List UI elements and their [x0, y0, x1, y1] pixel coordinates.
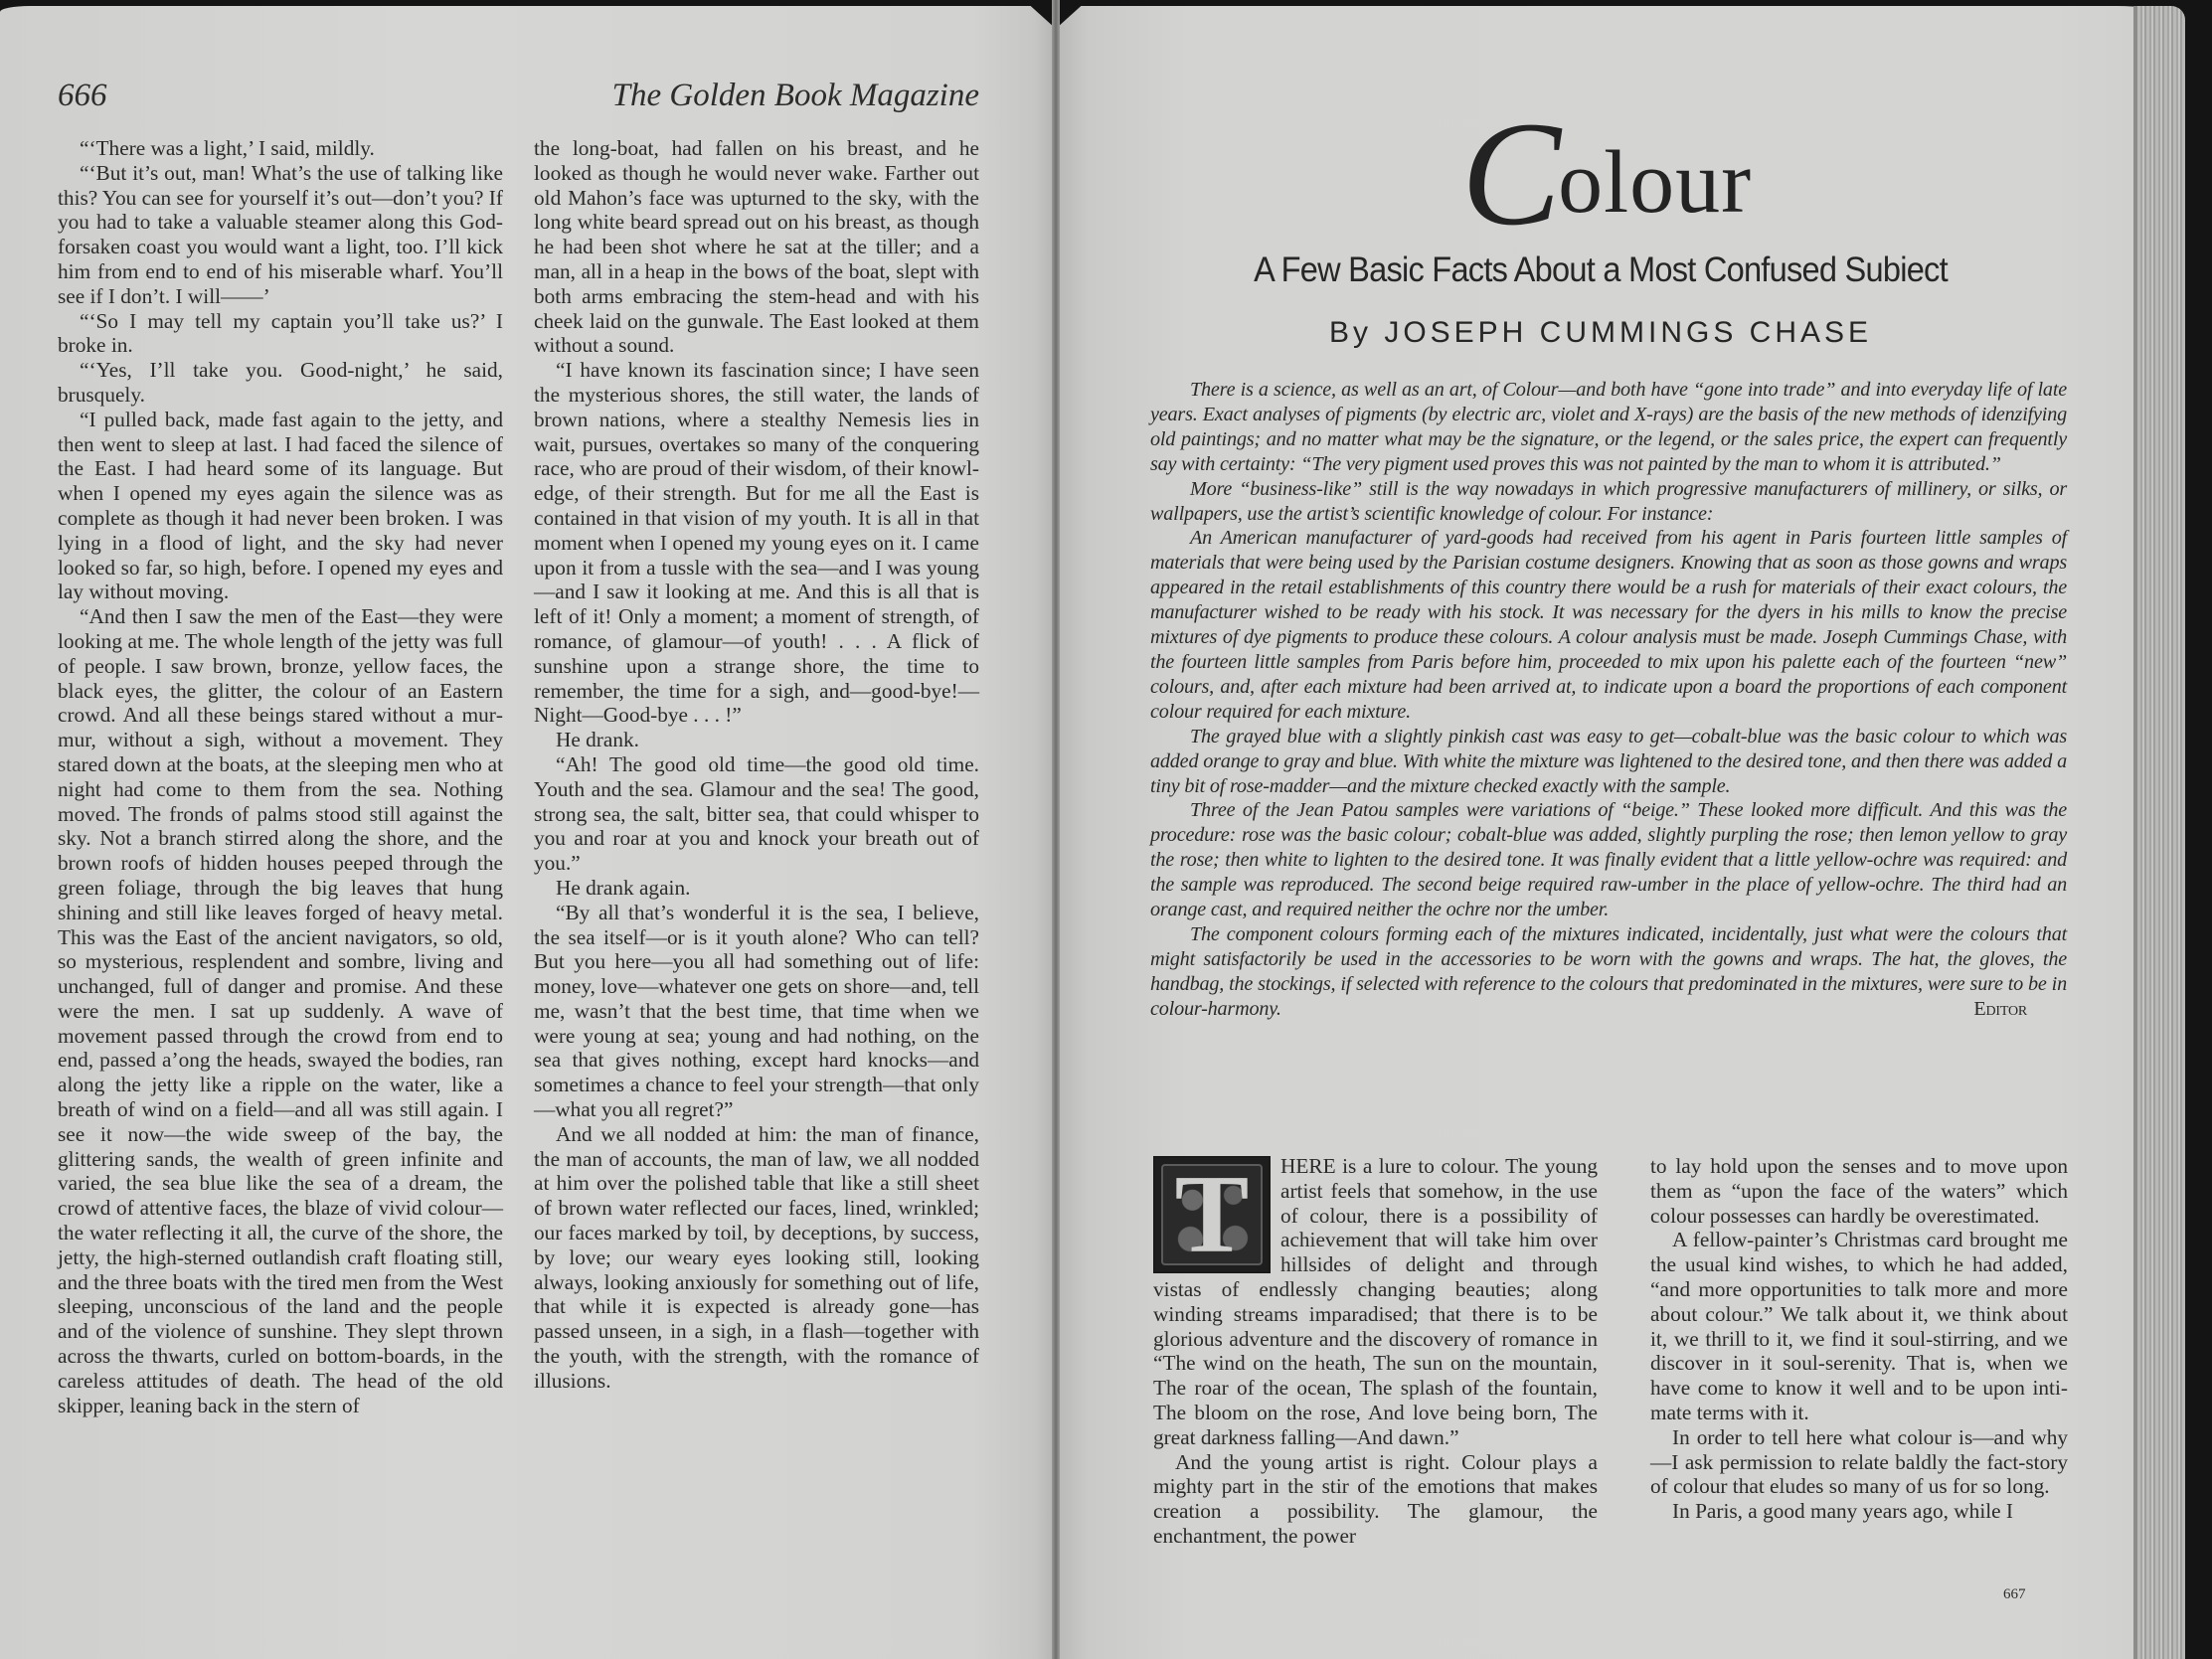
book-gutter [1052, 0, 1060, 1659]
page-stack [2137, 6, 2185, 1659]
paragraph: In order to tell here what colour is—and why—I ask permission to relate baldly the fact-story of colour that eludes so many of us for so long. [1650, 1424, 2068, 1499]
paragraph: “‘There was a light,’ I said, mildly. [80, 136, 375, 160]
intro-paragraph: The grayed blue with a slightly pinkish cast was easy to get—cobalt-blue was the basic colour to which was added orange to gray and blue. With white the mixture was lightened to the desired tone, and then there was added a tiny bit of rose-madder—and the mixture checked exactly with the sample. [1150, 725, 2067, 797]
title-rest: olour [1558, 133, 1753, 232]
left-column-2 [534, 136, 979, 1394]
intro-paragraph: An American manufacturer of yard-goods had received from his agent in Paris fourteen little samples of materials that were being used by the Parisian costume designers. Knowing that as soon as those gowns and wraps appeared in the retail establishments of this country there would be a rush for materials of their exact colours, the manufacturer wished to be ready with his stock. It was necessary for the dyers in his mills to know the precise mixtures of dye pigments to produce these colours. A colour analysis must be made. Joseph Cummings Chase, with the fourteen little samples from Paris before him, proceeded to mix upon his palette each of the fourteen “new” colours, and, after each mixture had been arrived at, to indicate upon a board the proportions of each component colour required for each mixture. [1150, 527, 2067, 723]
paragraph: “And then I saw the men of the East—they were looking at me. The whole length of the jetty was full of people. I saw brown, bronze, yellow faces, the black eyes, the glitter, the colour of an Eastern crowd. And all these beings stared without a murmur, without a sigh, without a movement. They stared down at the boats, at the sleeping men who at night had come to them from the sea. Nothing moved. The fronds of palms stood still against the sky. Not a branch stirred along the shore, and the brown roofs of hidden houses peeped through the green foliage, through the big leaves that hung shining and still like leaves forged of heavy metal. This was the East of the ancient navigators, so old, so mysterious, resplendent and sombre, living and unchanged, full of danger and promise. And these were the men. I sat up suddenly. A wave of movement passed through the crowd from end to end, passed a’ong the heads, swayed the bodies, ran along the jetty like a ripple on the water, like a breath of wind on a field—and all was still again. I see it now—the wide sweep of the bay, the glittering sands, the wealth of green infinite and varied, the sea blue like the sea of a dream, the crowd of attentive faces, the blaze of vivid colour—the water reflecting it all, the curve of the shore, the jetty, the high-sterned outlandish craft floating still, and the three boats with the tired men from the West sleeping, unconscious of the land and the people and of the violence of sunshine. They slept thrown across the thwarts, curled on bottom-boards, in the careless attitudes of death. The head of the old skipper, leaning back in the stern of [58, 604, 503, 1417]
right-column-2 [1650, 1154, 2068, 1524]
intro-paragraph-text: The component colours forming each of the mixtures indicated, incidentally, just what were the colours that might satisfactorily be used in the accessories to be worn with the gowns and wraps. The hat, the gloves, the handbag, the stockings, if selected with reference to the colours that predominated in the mixtures, were sure to be in colour-harmony. [1150, 922, 2067, 1020]
page-number-right: 667 [2003, 1586, 2026, 1602]
intro-paragraph: There is a science, as well as an art, of Colour—and both have “gone into trade” and into everyday life of late years. Exact analyses of pigments (by electric arc, violet and X-rays) are the basis of the new methods of idenzifying old paintings; and no matter what may be the signature, or the legend, or the sales price, the expert can frequently say with certainty: “The very pigment used proves this was not painted by the man to whom it is attributed.” [1150, 379, 2067, 475]
paragraph: In Paris, a good many years ago, while I [1672, 1499, 2014, 1524]
byline: By JOSEPH CUMMINGS CHASE [1328, 316, 1873, 349]
editor-introduction [1150, 378, 2067, 1022]
paragraph: A fellow-painter’s Christmas card brought me the usual kind wishes, to which he had added, “and more opportunities to talk more and more about colour.” We talk about it, we think about it, we thrill to it, we find it soul-stirring, and we discover in it soul-serenity. That is, when we have come to know it well and to be upon intimate terms with it. [1650, 1228, 2068, 1424]
right-column-1 [1153, 1154, 1598, 1549]
paragraph: “By all that’s wonderful it is the sea, I believe, the sea itself—or is it youth alone? Who can tell? But you here—you all had something out of life: money, love—whatever one gets on shore—and, tell me, wasn’t that the best time, that time when we were young at sea; young and had nothing, on the sea that gives nothing, except hard knocks—and sometimes a chance to feel your strength—that only—what you all regret?” [534, 900, 979, 1122]
paragraph: “‘But it’s out, man! What’s the use of talking like this? You can see for yourself it’s out—don’t you? If you had to take a valuable steamer along this God-forsaken coast you would want a light, too. I’ll kick him from end to end of his miserable wharf. You’ll see if I don’t. I will——’ [58, 160, 503, 308]
paragraph: “I pulled back, made fast again to the jetty, and then went to sleep at last. I had faced the silence of the East. I had heard some of its language. But when I opened my eyes again the silence was as complete as though it had never been broken. I was lying in a flood of light, and the sky had never looked so far, so high, before. I opened my eyes and lay without moving. [58, 407, 503, 604]
editor-signature: Editor [1973, 997, 2027, 1020]
left-column-1 [58, 136, 503, 1417]
paragraph: “I have known its fascination since; I have seen the mysterious shores, the still water, the lands of brown nations, where a stealthy Nemesis lies in wait, pursues, overtakes so many of the conquering race, who are proud of their wisdom, of their knowledge, of their strength. But for me all the East is contained in that vision of my youth. It is all in that moment when I opened my young eyes on it. I came upon it from a tussle with the sea—and I was young—and I saw it looking at me. And this is all that is left of it! Only a moment; a moment of strength, of romance, of glamour—of youth! . . . A flick of sunshine upon a strange shore, the time to remember, the time for a sigh, and—good-bye!—Night—Good-bye . . . !” [534, 358, 979, 728]
paragraph: HERE is a lure to colour. The young artist feels that somehow, in the use of colour, there is a possibility of achievement that will take him over hillsides of delight and through vistas of endlessly changing beauties; along winding streams imparadised; that there is to be glorious adventure and the discovery of romance in “The wind on the heath, The sun on the mountain, The roar of the ocean, The splash of the fountain, The bloom on the rose, And love being born, The great darkness falling—And dawn.” [1153, 1154, 1598, 1449]
paragraph: He drank again. [556, 875, 691, 900]
ornamental-drop-cap [1153, 1153, 1271, 1276]
article-title [1461, 91, 1753, 256]
article-subtitle: A Few Basic Facts About a Most Confused Subiect [1254, 250, 1948, 289]
paragraph: “Ah! The good old time—the good old time. Youth and the sea. Glamour and the sea! The good, strong sea, the salt, bitter sea, that could whisper to you and roar at you and knock your breath out of you.” [534, 751, 979, 876]
intro-paragraph: More “business-like” still is the way nowadays in which progressive manufacturers of millinery, or silks, or wallpapers, use the artist’s scientific knowledge of colour. For instance: [1150, 477, 2067, 525]
paragraph: And we all nodded at him: the man of finance, the man of accounts, the man of law, we all nodded at him over the polished table that like a still sheet of brown water reflected our faces, lined, wrinkled; our faces marked by toil, by deceptions, by success, by love; our weary eyes looking still, looking always, looking anxiously for something out of life, that while it is expected is already gone—has passed unseen, in a sigh, in a flash—together with the youth, with the strength, with the romance of illusions. [534, 1121, 979, 1393]
drop-cap-letter: T [1174, 1153, 1250, 1276]
paragraph: And the young artist is right. Colour plays a mighty part in the stir of the emotions that makes creation a possibility. The glamour, the enchantment, the power [1153, 1449, 1598, 1548]
page-number-left: 666 [58, 78, 107, 113]
paragraph: “‘So I may tell my captain you’ll take us?’ I broke in. [58, 308, 503, 358]
title-initial: C [1461, 91, 1563, 256]
paragraph: “‘Yes, I’ll take you. Good-night,’ he said, brusquely. [58, 358, 503, 407]
paragraph: He drank. [556, 728, 639, 752]
running-head: The Golden Book Magazine [611, 78, 979, 113]
paragraph-continued: to lay hold upon the senses and to move upon them as “upon the face of the waters” which colour possesses can hardly be overestimated. [1650, 1154, 2068, 1228]
intro-paragraph: Three of the Jean Patou samples were variations of “beige.” These looked more difficult. And this was the procedure: rose was the basic colour; cobalt-blue was added, slightly purpling the rose; then lemon yellow to gray the rose; then white to lighten to the desired tone. It was finally evident that a little yellow-ochre was required: and the sample was reproduced. The second beige required raw-umber in the place of yellow-ochre. The third had an orange cast, and required neither the ochre nor the umber. [1150, 799, 2067, 921]
paragraph-continued: the long-boat, had fallen on his breast, and he looked as though he would never wake. Farther out old Mahon’s face was upturned to the sky, with the long white beard spread out on his breast, as though he had been shot where he sat at the tiller; and a man, all in a heap in the bows of the boat, slept with both arms embracing the stem-head and with his cheek laid on the gunwale. The East looked at them without a sound. [534, 136, 979, 358]
intro-paragraph [1150, 922, 2067, 1022]
